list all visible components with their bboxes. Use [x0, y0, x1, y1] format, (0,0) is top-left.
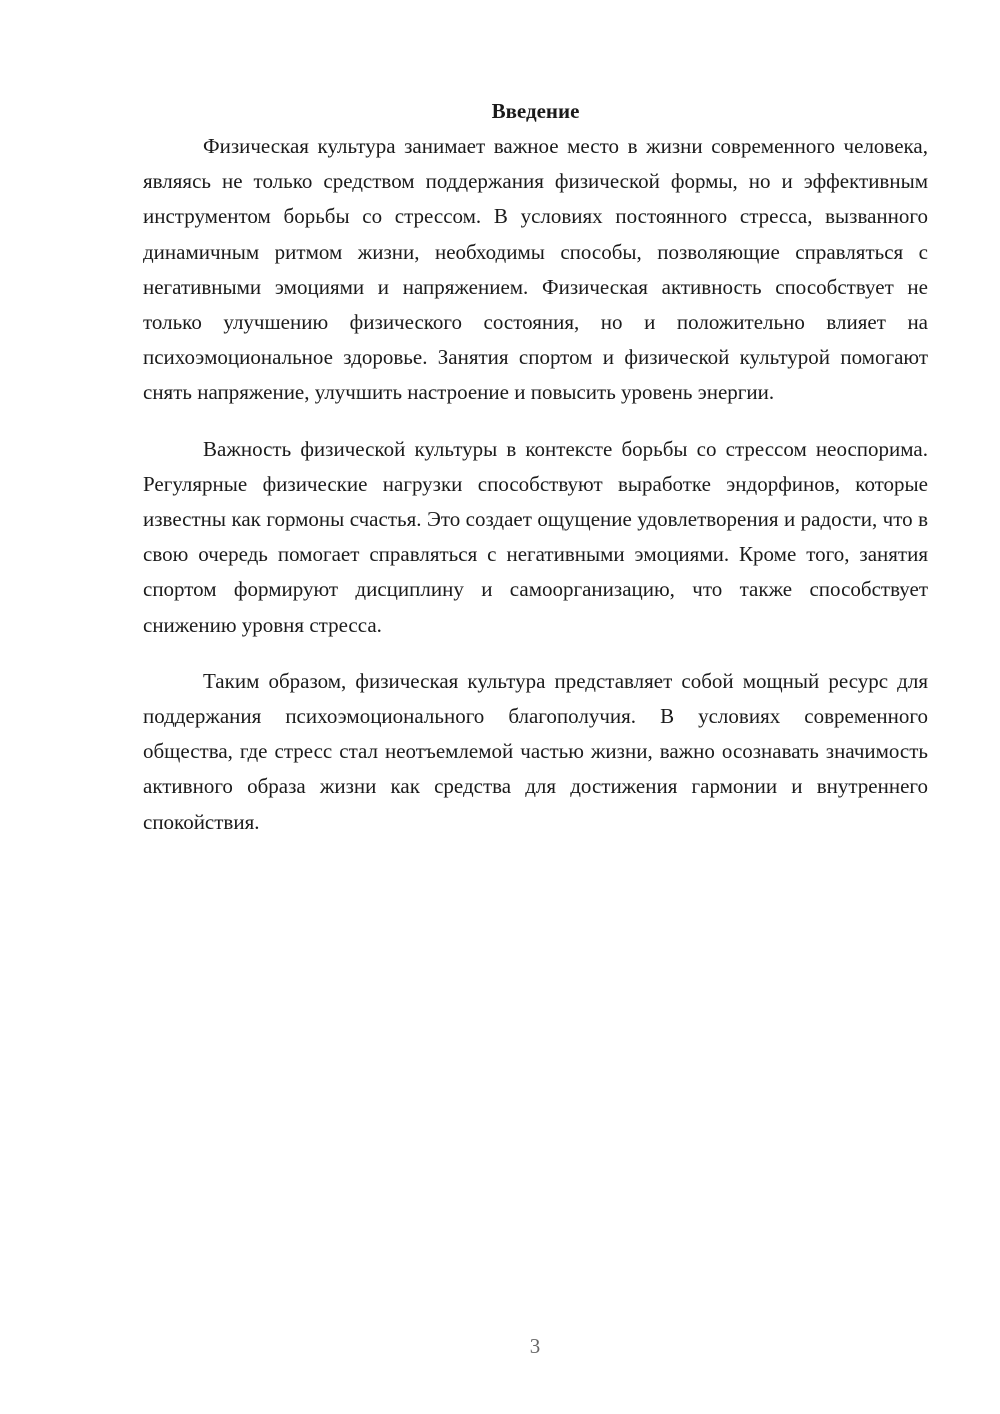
page-number: 3: [529, 1334, 541, 1358]
page-content: [143, 94, 928, 840]
paragraph-3: Таким образом, физическая культура представляет собой мощный ресурс для поддержания психоэмоционального благополучия. В условиях современного общества, где стресс стал неотъемлемой частью жизни, важно осознавать значимость активного образа жизни как средства для достижения гармонии и внутреннего спокойствия.: [143, 668, 928, 834]
paragraph-1: Физическая культура занимает важное место в жизни современного человека, являясь не только средством поддержания физической формы, но и эффективным инструментом борьбы со стрессом. В условиях постоянного стресса, вызванного динамичным ритмом жизни, необходимы способы, позволяющие справляться с негативными эмоциями и напряжением. Физическая активность способствует не только улучшению физического состояния, но и положительно влияет на психоэмоциональное здоровье. Занятия спортом и физической культурой помогают снять напряжение, улучшить настроение и повысить уровень энергии.: [143, 134, 928, 405]
section-heading: Введение: [491, 99, 580, 123]
paragraph-2: Важность физической культуры в контексте борьбы со стрессом неоспорима. Регулярные физические нагрузки способствуют выработке эндорфинов, которые известны как гормоны счастья. Это создает ощущение удовлетворения и радости, что в свою очередь помогает справляться с негативными эмоциями. Кроме того, занятия спортом формируют дисциплину и самоорганизацию, что также способствует снижению уровня стресса.: [143, 436, 928, 637]
